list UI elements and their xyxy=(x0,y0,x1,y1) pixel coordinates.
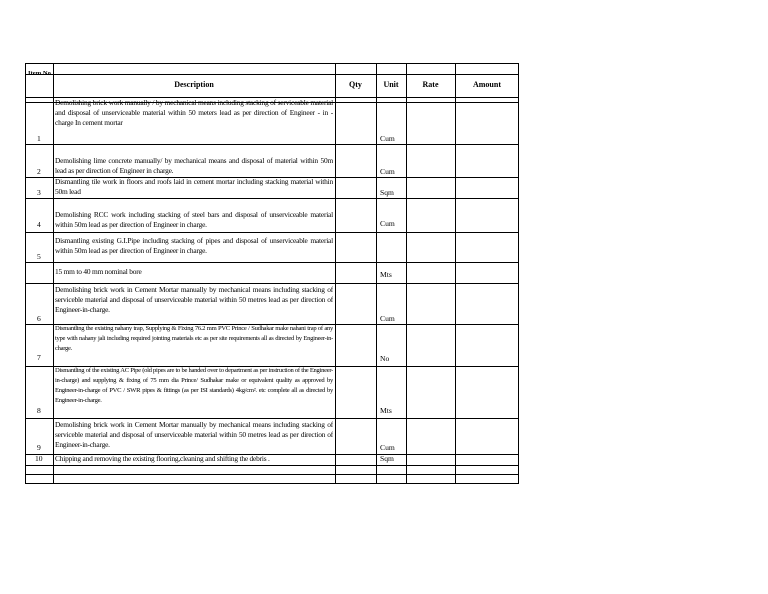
row-divider xyxy=(26,283,518,284)
row-9-description: Demolishing brick work in Cement Mortar manually by mechanical means including stacking of serviceble material and disposal of unserviceable material within 50 metres lead as per direction of Engineer-in-charge. xyxy=(55,420,333,449)
row-8-unit: Mts xyxy=(380,406,392,415)
row-8-description: Dismantling of the existing AC Pipe (old pipes are to be handed over to department as per instruction of the Engineer-in-charge) and supplying & fixing of 75 mm dia Prince/ Sudhakar make or equivalent quality as approved by Engineer-in-charge of PVC / SWR pipes & fittings (as per ISI standards) 4kg/cm². etc complete all as directed by Engineer-in-charge. xyxy=(55,367,333,404)
row-divider xyxy=(26,74,518,75)
row-4-description: Demolishing RCC work including stacking of steel bars and disposal of unserviceable material within 50m lead as per direction of Engineer in charge. xyxy=(55,210,333,229)
row-divider xyxy=(26,418,518,419)
row-divider xyxy=(26,465,518,466)
row-divider xyxy=(26,144,518,145)
column-divider xyxy=(53,64,54,483)
row-3-number: 3 xyxy=(37,188,41,197)
header-item-no: Item No xyxy=(28,70,51,77)
header-amount: Amount xyxy=(472,80,501,89)
header-qty: Qty xyxy=(349,80,362,89)
row-3-unit: Sqm xyxy=(380,188,394,197)
column-divider xyxy=(376,64,377,483)
row-5-number: 5 xyxy=(37,252,41,261)
column-divider xyxy=(406,64,407,483)
row-7-description: Dismantling the existing nahany trap, Supplying & Fixing 76.2 mm PVC Prince / Sudhakar make nahani trap of any type with nahany jali including required jointing materials etc as per site requirements all as directed by Engineer-in-charge. xyxy=(55,325,333,352)
boq-table xyxy=(25,63,519,484)
row-divider xyxy=(26,474,518,475)
row-10-number: 10 xyxy=(35,454,43,463)
row-1-description: Demolishing brick work manually / by mechanical means including stacking of serviceable material and disposal of unserviceable material within 50 meters lead as per direction of Engineer - in - charge In cement mortar xyxy=(55,98,333,127)
row-1-unit: Cum xyxy=(380,134,395,143)
row-4-unit: Cum xyxy=(380,219,395,228)
row-7-number: 7 xyxy=(37,353,41,362)
row-2-number: 2 xyxy=(37,167,41,176)
row-1-number: 1 xyxy=(37,134,41,143)
row-2-unit: Cum xyxy=(380,167,395,176)
row-6-description: Demolishing brick work in Cement Mortar manually by mechanical means including stacking of serviceble material and disposal of unserviceable material within 50 metres lead as per direction of Engineer-in-charge. xyxy=(55,285,333,314)
column-divider xyxy=(455,64,456,483)
header-description: Description xyxy=(174,80,214,89)
row-4-number: 4 xyxy=(37,220,41,229)
row-6-number: 6 xyxy=(37,314,41,323)
row-divider xyxy=(26,262,518,263)
row-10-description: Chipping and removing the existing flooring,cleaning and shifting the debris . xyxy=(55,454,270,463)
column-divider xyxy=(335,64,336,483)
row-6-unit: Cum xyxy=(380,314,395,323)
row-9-unit: Cum xyxy=(380,443,395,452)
row-divider xyxy=(26,198,518,199)
header-unit: Unit xyxy=(383,80,399,89)
row-7-unit: No xyxy=(380,354,390,363)
row-5-description: Dismantling existing G.I.Pipe including stacking of pipes and disposal of unserviceable material within 50m lead as per direction of Engineer in charge. xyxy=(55,236,333,255)
row-2-description: Demolishing lime concrete manually/ by mechanical means and disposal of material within 50m lead as per direction of Engineer in charge. xyxy=(55,156,333,175)
row-5-subitem-unit: Mts xyxy=(380,270,392,279)
row-8-number: 8 xyxy=(37,406,41,415)
row-10-unit: Sqm xyxy=(380,454,394,463)
row-9-number: 9 xyxy=(37,443,41,452)
row-3-description: Dismantling tile work in floors and roofs laid in cement mortar including stacking material within 50m lead xyxy=(55,177,333,196)
row-5-subitem-description: 15 mm to 40 mm nominal bore xyxy=(55,267,142,276)
header-rate: Rate xyxy=(422,80,439,89)
row-divider xyxy=(26,232,518,233)
